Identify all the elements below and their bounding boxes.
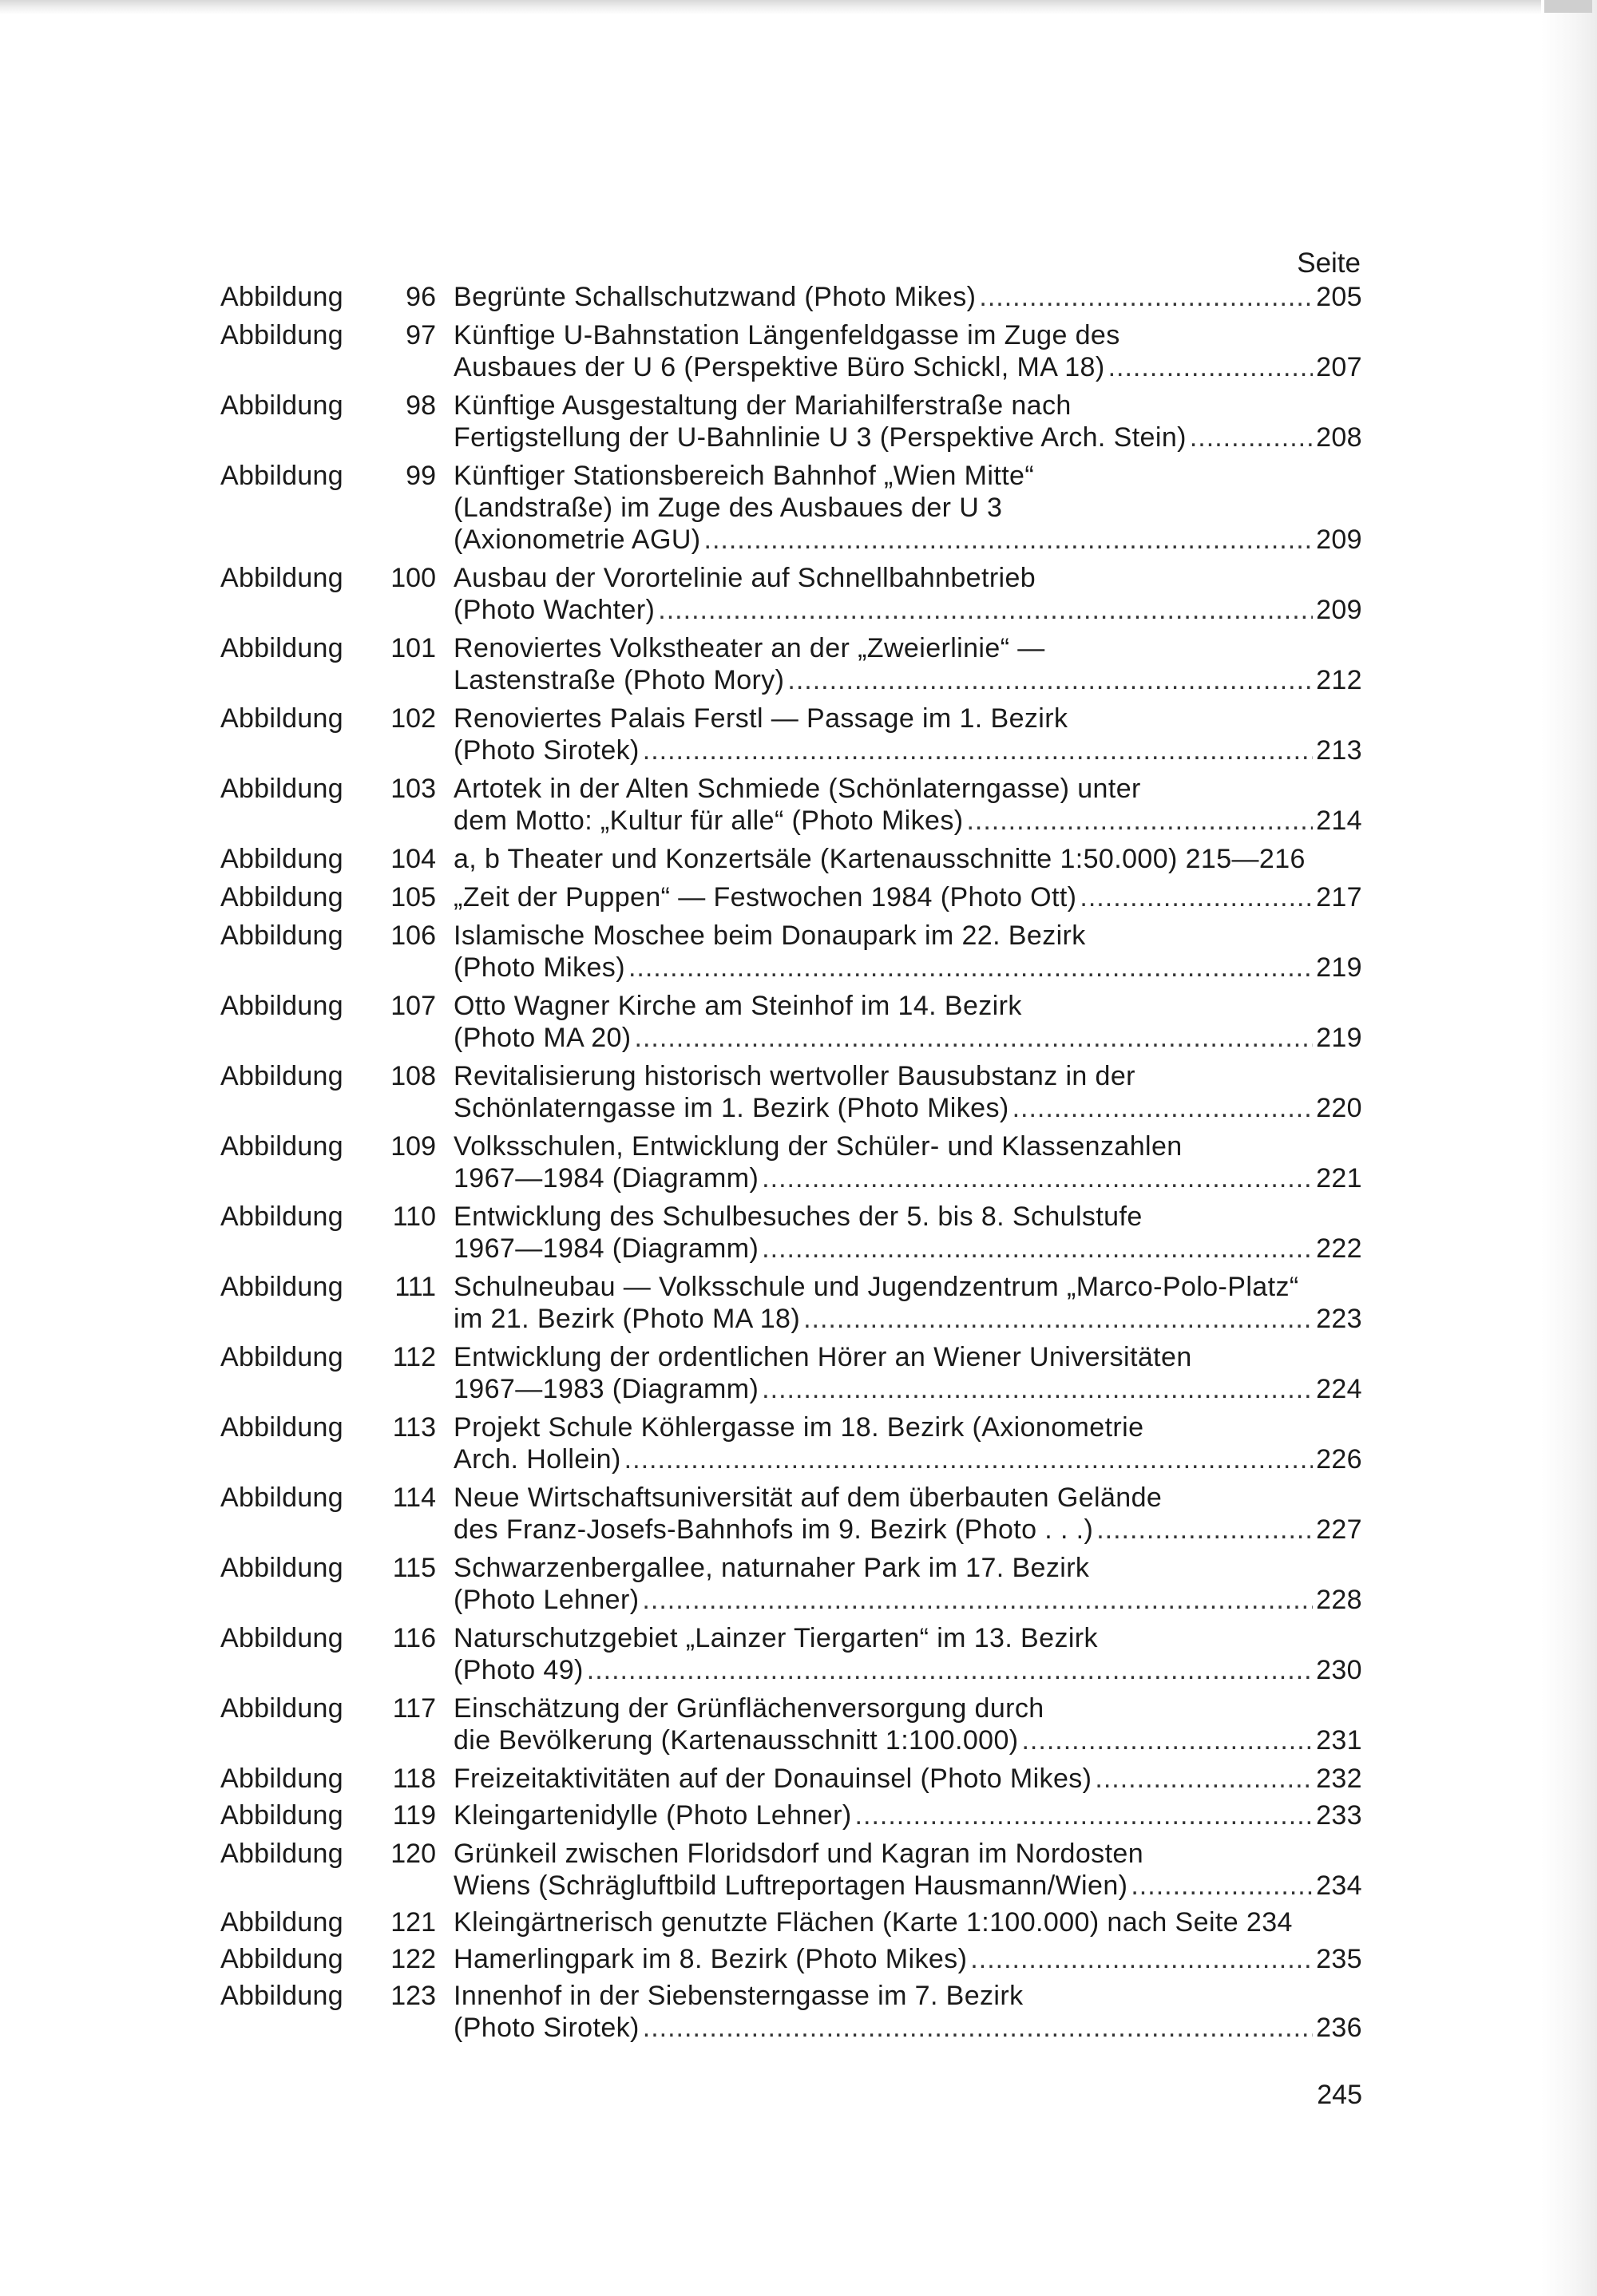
dot-leader [624,1443,1313,1475]
figure-entry [220,1799,1362,1831]
caption-line: Projekt Schule Köhlergasse im 18. Bezirk (Axionometrie [454,1412,1144,1443]
figure-number: 108 [390,1061,436,1091]
figure-entry [220,1411,1362,1475]
caption-text: a, b Theater und Konzertsäle (Kartenausschnitte 1:50.000) 215—216 [454,844,1306,874]
dot-leader [1096,1514,1313,1546]
page-reference: 228 [1316,1585,1362,1615]
figure-label: Abbildung [220,1944,343,1974]
caption-line: Entwicklung der ordentlichen Hörer an Wiener Universitäten [454,1342,1192,1372]
figure-number: 101 [390,633,436,663]
dot-leader [1021,1724,1313,1756]
figure-number: 96 [406,282,436,312]
caption-text: Wiens (Schrägluftbild Luftreportagen Hausmann/Wien) [454,1870,1128,1901]
figure-caption [436,773,1362,837]
dot-leader [762,1233,1313,1265]
page-reference: 209 [1316,525,1362,555]
caption-line: Künftiger Stationsbereich Bahnhof „Wien Mitte“ [454,461,1035,491]
caption-last-line [454,422,1362,453]
figure-caption [436,1271,1362,1335]
caption-last-line [454,843,1362,875]
seite-column-header: Seite [1297,247,1361,279]
caption-line: Schulneubau — Volksschule und Jugendzentrum „Marco-Polo-Platz“ [454,1272,1299,1302]
figure-caption [436,1622,1362,1686]
dot-leader [1095,1763,1313,1795]
dot-leader [966,805,1313,837]
caption-text: Kleingartenidylle (Photo Lehner) [454,1800,852,1831]
page-number: 245 [1317,2080,1362,2110]
figure-entry [220,1763,1362,1795]
figure-number: 106 [390,920,436,951]
figure-number: 110 [392,1201,436,1232]
caption-text: „Zeit der Puppen“ — Festwochen 1984 (Photo Ott) [454,882,1077,912]
figure-label: Abbildung [220,461,343,491]
caption-last-line [454,1943,1362,1975]
figure-entry [220,1130,1362,1194]
caption-last-line [454,1654,1362,1686]
figure-label: Abbildung [220,920,343,951]
figure-label: Abbildung [220,1061,343,1091]
figure-label: Abbildung [220,282,343,312]
figure-label: Abbildung [220,1201,343,1232]
caption-last-line [454,524,1362,556]
caption-last-line [454,1443,1362,1475]
caption-text: (Photo 49) [454,1655,584,1685]
caption-text: des Franz-Josefs-Bahnhofs im 9. Bezirk (Photo . . .) [454,1514,1094,1545]
caption-last-line [454,351,1362,383]
caption-last-line [454,734,1362,766]
dot-leader [587,1654,1313,1686]
caption-text: im 21. Bezirk (Photo MA 18) [454,1304,801,1334]
dot-leader [704,524,1314,556]
page-reference: 213 [1316,735,1362,766]
dot-leader [762,1373,1313,1405]
figure-caption [436,390,1362,453]
figure-number: 115 [392,1553,436,1583]
dot-leader [970,1943,1313,1975]
figure-caption [436,843,1362,875]
figure-number: 103 [390,774,436,804]
dot-leader [762,1162,1313,1194]
dot-leader [1108,351,1313,383]
scan-edge-right [1541,0,1597,2296]
figure-number: 109 [390,1131,436,1162]
dot-leader [979,281,1313,313]
caption-line: Revitalisierung historisch wertvoller Bausubstanz in der [454,1061,1135,1091]
figure-number: 105 [390,882,436,912]
dot-leader [628,952,1313,984]
caption-text: 1967—1983 (Diagramm) [454,1374,759,1404]
caption-line: Volksschulen, Entwicklung der Schüler- und Klassenzahlen [454,1131,1183,1162]
page-reference: 209 [1316,595,1362,625]
figure-caption [436,1552,1362,1616]
figure-label: Abbildung [220,563,343,593]
figure-number: 118 [392,1764,436,1794]
caption-text: Schönlaterngasse im 1. Bezirk (Photo Mikes) [454,1093,1009,1123]
page-reference: 224 [1316,1374,1362,1404]
caption-last-line [454,881,1362,913]
dot-leader [643,2012,1313,2044]
figure-entry [220,1060,1362,1124]
page-reference: 207 [1316,352,1362,382]
caption-line: Künftige U-Bahnstation Längenfeldgasse im Zuge des [454,320,1120,350]
caption-text: (Photo Sirotek) [454,735,640,766]
page-reference: 212 [1316,665,1362,695]
figure-caption [436,1130,1362,1194]
caption-text: die Bevölkerung (Kartenausschnitt 1:100.000) [454,1725,1019,1756]
figure-caption [436,319,1362,383]
figure-label: Abbildung [220,1907,343,1938]
figure-label: Abbildung [220,320,343,350]
figure-caption [436,281,1362,313]
caption-last-line [454,1870,1362,1902]
page-reference: 235 [1316,1944,1362,1974]
dot-leader [635,1022,1314,1054]
figure-label: Abbildung [220,1800,343,1831]
figure-label: Abbildung [220,1981,343,2011]
caption-line: (Landstraße) im Zuge des Ausbaues der U 3 [454,493,1003,523]
figure-number: 102 [390,703,436,734]
figure-label: Abbildung [220,1412,343,1443]
caption-last-line [454,281,1362,313]
figure-caption [436,1482,1362,1546]
figure-label: Abbildung [220,390,343,421]
dot-leader [787,664,1313,696]
page-reference: 219 [1316,952,1362,983]
figure-caption [436,703,1362,766]
figure-label: Abbildung [220,1483,343,1513]
caption-text: 1967—1984 (Diagramm) [454,1163,759,1194]
figure-entry [220,1838,1362,1902]
page-reference: 205 [1316,282,1362,312]
figure-entry [220,1980,1362,2044]
dot-leader [1190,422,1313,453]
caption-text: Arch. Hollein) [454,1444,621,1475]
caption-last-line [454,1724,1362,1756]
dot-leader [1080,881,1313,913]
figure-entry [220,1552,1362,1616]
caption-last-line [454,1373,1362,1405]
caption-line: Neue Wirtschaftsuniversität auf dem überbauten Gelände [454,1483,1163,1513]
caption-text: Ausbaues der U 6 (Perspektive Büro Schickl, MA 18) [454,352,1105,382]
caption-text: (Photo Wachter) [454,595,656,625]
caption-line: Artotek in der Alten Schmiede (Schönlaterngasse) unter [454,774,1141,804]
figure-entry [220,632,1362,696]
caption-last-line [454,805,1362,837]
caption-text: (Photo Sirotek) [454,2013,640,2043]
caption-last-line [454,952,1362,984]
figure-number: 121 [390,1907,436,1938]
caption-line: Islamische Moschee beim Donaupark im 22. Bezirk [454,920,1086,951]
figure-caption [436,1201,1362,1265]
page-reference: 208 [1316,422,1362,453]
figure-entry [220,319,1362,383]
page-reference: 236 [1316,2013,1362,2043]
caption-text: dem Motto: „Kultur für alle“ (Photo Mikes) [454,806,964,836]
figure-caption [436,1799,1362,1831]
figure-number: 119 [392,1800,436,1831]
caption-last-line [454,1763,1362,1795]
page-reference: 220 [1316,1093,1362,1123]
caption-line: Innenhof in der Siebensterngasse im 7. Bezirk [454,1981,1024,2011]
caption-line: Entwicklung des Schulbesuches der 5. bis 8. Schulstufe [454,1201,1143,1232]
caption-last-line [454,594,1362,626]
figure-entry [220,562,1362,626]
page-reference: 234 [1316,1870,1362,1901]
caption-text: (Photo Lehner) [454,1585,640,1615]
figure-label: Abbildung [220,1342,343,1372]
figure-caption [436,562,1362,626]
figure-caption [436,881,1362,913]
figure-label: Abbildung [220,1553,343,1583]
page-reference: 219 [1316,1023,1362,1053]
page-reference: 227 [1316,1514,1362,1545]
figure-number: 98 [406,390,436,421]
caption-text: (Photo MA 20) [454,1023,632,1053]
page-reference: 226 [1316,1444,1362,1475]
figure-number: 122 [390,1944,436,1974]
figure-label: Abbildung [220,703,343,734]
figure-label: Abbildung [220,633,343,663]
dot-leader [658,594,1313,626]
figure-caption [436,990,1362,1054]
figure-label: Abbildung [220,1131,343,1162]
figure-number: 100 [390,563,436,593]
caption-line: Naturschutzgebiet „Lainzer Tiergarten“ im 13. Bezirk [454,1623,1098,1653]
figure-number: 112 [392,1342,436,1372]
caption-line: Schwarzenbergallee, naturnaher Park im 17. Bezirk [454,1553,1090,1583]
caption-line: Künftige Ausgestaltung der Mariahilferstraße nach [454,390,1072,421]
figure-label: Abbildung [220,991,343,1021]
caption-text: (Photo Mikes) [454,952,625,983]
caption-line: Renoviertes Volkstheater an der „Zweierlinie“ — [454,633,1045,663]
figure-entry [220,1692,1362,1756]
caption-last-line [454,1022,1362,1054]
figure-caption [436,1980,1362,2044]
caption-last-line [454,1799,1362,1831]
figure-label: Abbildung [220,1839,343,1869]
caption-line: Grünkeil zwischen Floridsdorf und Kagran im Nordosten [454,1839,1144,1869]
page-reference: 214 [1316,806,1362,836]
figure-number: 114 [392,1483,436,1513]
figure-entry [220,920,1362,984]
figure-entry [220,460,1362,556]
figure-number: 107 [390,991,436,1021]
figure-caption [436,1838,1362,1902]
figure-list-page [220,246,1362,2050]
page-reference: 231 [1316,1725,1362,1756]
caption-text: 1967—1984 (Diagramm) [454,1233,759,1264]
figure-entry [220,281,1362,313]
caption-last-line [454,664,1362,696]
caption-text: Begrünte Schallschutzwand (Photo Mikes) [454,282,977,312]
figure-entry [220,1943,1362,1975]
page-reference: 217 [1316,882,1362,912]
figure-label: Abbildung [220,1764,343,1794]
caption-last-line [454,1303,1362,1335]
figure-number: 123 [390,1981,436,2011]
page-reference: 232 [1316,1764,1362,1794]
caption-last-line [454,1092,1362,1124]
caption-line: Otto Wagner Kirche am Steinhof im 14. Bezirk [454,991,1022,1021]
figure-entry [220,390,1362,453]
figure-number: 111 [394,1272,436,1302]
dot-leader [1131,1870,1313,1902]
caption-text: Kleingärtnerisch genutzte Flächen (Karte 1:100.000) nach Seite 234 [454,1907,1293,1938]
figure-number: 104 [390,844,436,874]
figure-label: Abbildung [220,882,343,912]
figure-caption [436,1341,1362,1405]
figure-number: 99 [406,461,436,491]
figure-caption [436,632,1362,696]
caption-last-line [454,1906,1362,1938]
figure-label: Abbildung [220,1272,343,1302]
figure-entry [220,990,1362,1054]
figure-caption [436,460,1362,556]
page-reference: 221 [1316,1163,1362,1194]
caption-last-line [454,1514,1362,1546]
page-reference: 222 [1316,1233,1362,1264]
figure-entry [220,843,1362,875]
caption-line: Einschätzung der Grünflächenversorgung durch [454,1693,1044,1724]
dot-leader [803,1303,1313,1335]
figure-label: Abbildung [220,844,343,874]
figure-number: 97 [406,320,436,350]
figure-label: Abbildung [220,774,343,804]
caption-last-line [454,1162,1362,1194]
figure-number: 117 [392,1693,436,1724]
figure-entry [220,1201,1362,1265]
caption-text: Hamerlingpark im 8. Bezirk (Photo Mikes) [454,1944,968,1974]
figure-number: 120 [390,1839,436,1869]
figure-caption [436,1692,1362,1756]
figure-caption [436,1060,1362,1124]
caption-text: Fertigstellung der U-Bahnlinie U 3 (Perspektive Arch. Stein) [454,422,1187,453]
figure-entry [220,1482,1362,1546]
page-reference: 230 [1316,1655,1362,1685]
figure-entry [220,703,1362,766]
figure-number: 116 [392,1623,436,1653]
figure-entry [220,1906,1362,1938]
figure-entry [220,773,1362,837]
scan-corner-mark [1544,0,1592,13]
figure-list [220,281,1362,2044]
caption-line: Ausbau der Vorortelinie auf Schnellbahnbetrieb [454,563,1036,593]
page-reference: 233 [1316,1800,1362,1831]
dot-leader [643,734,1313,766]
caption-last-line [454,1584,1362,1616]
caption-text: Freizeitaktivitäten auf der Donauinsel (Photo Mikes) [454,1764,1092,1794]
figure-entry [220,1341,1362,1405]
caption-text: (Axionometrie AGU) [454,525,701,555]
caption-line: Renoviertes Palais Ferstl — Passage im 1. Bezirk [454,703,1068,734]
figure-caption [436,1943,1362,1975]
figure-number: 113 [392,1412,436,1443]
caption-last-line [454,1233,1362,1265]
figure-entry [220,881,1362,913]
page-reference: 223 [1316,1304,1362,1334]
figure-entry [220,1271,1362,1335]
figure-caption [436,1906,1362,1938]
scan-edge-top [0,0,1597,14]
figure-caption [436,1411,1362,1475]
dot-leader [1012,1092,1313,1124]
figure-label: Abbildung [220,1693,343,1724]
caption-last-line [454,2012,1362,2044]
figure-caption [436,1763,1362,1795]
dot-leader [855,1799,1314,1831]
figure-label: Abbildung [220,1623,343,1653]
caption-text: Lastenstraße (Photo Mory) [454,665,785,695]
figure-caption [436,920,1362,984]
dot-leader [642,1584,1313,1616]
figure-entry [220,1622,1362,1686]
